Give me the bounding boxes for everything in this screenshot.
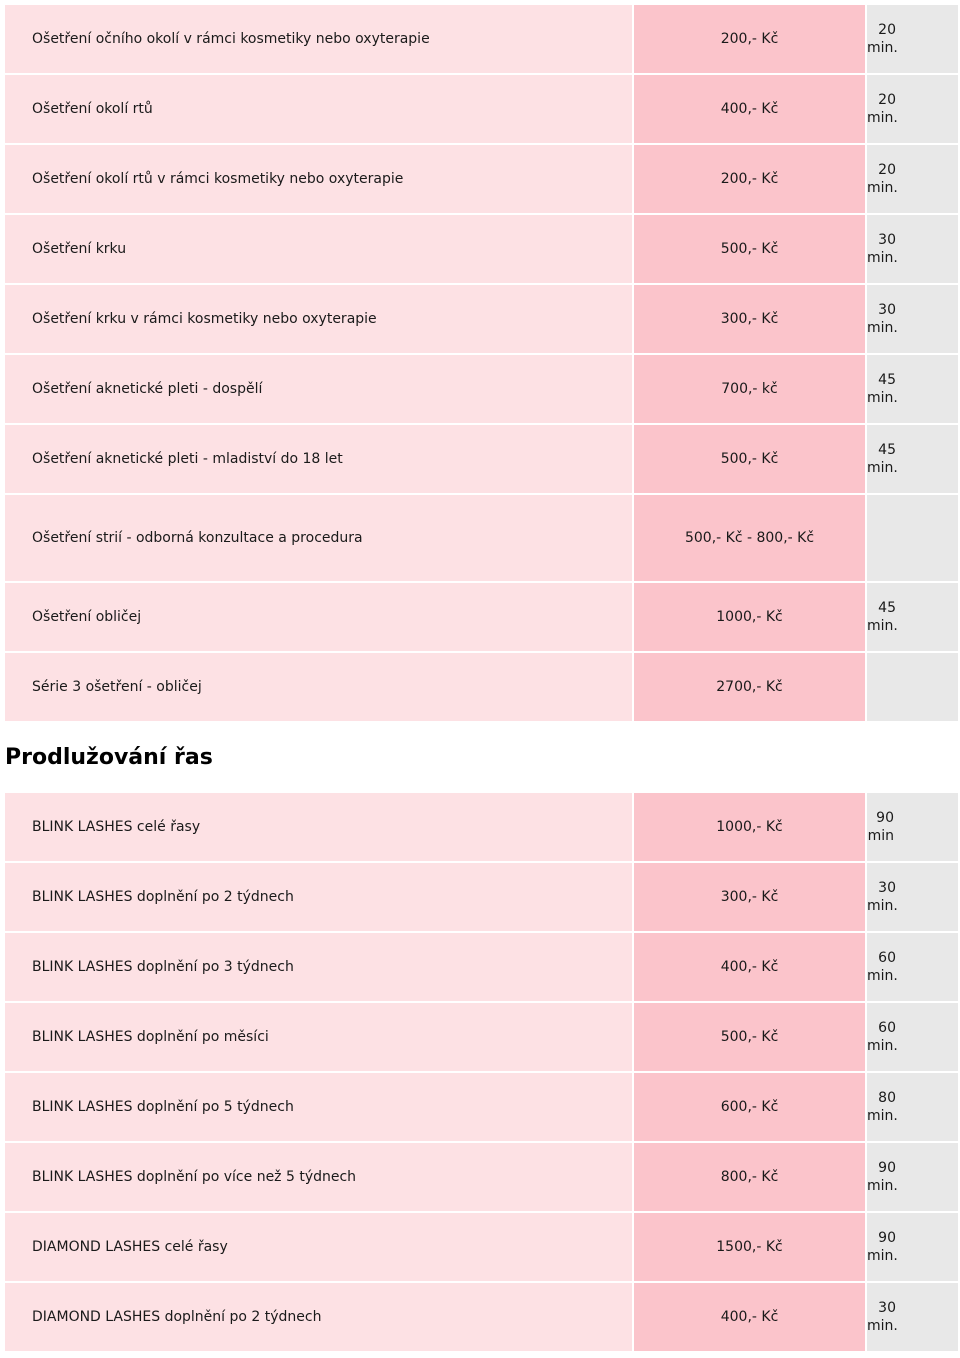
eyelash-extensions-table (5, 793, 958, 1353)
service-price: 1000,- Kč (632, 583, 865, 653)
service-duration: 30 min. (865, 215, 958, 285)
service-price: 500,- Kč (632, 425, 865, 495)
service-name: Ošetření aknetické pleti - mladiství do 18 let (5, 425, 632, 495)
table-row (5, 793, 958, 863)
service-price: 200,- Kč (632, 5, 865, 75)
service-duration (865, 495, 958, 583)
service-name: BLINK LASHES doplnění po měsíci (5, 1003, 632, 1073)
table-row (5, 1283, 958, 1353)
service-name: DIAMOND LASHES doplnění po 2 týdnech (5, 1283, 632, 1353)
service-price: 800,- Kč (632, 1143, 865, 1213)
service-name: Série 3 ošetření - obličej (5, 653, 632, 723)
table-row (5, 583, 958, 653)
service-name: BLINK LASHES doplnění po 2 týdnech (5, 863, 632, 933)
service-name: Ošetření krku (5, 215, 632, 285)
table-row (5, 145, 958, 215)
service-duration: 80 min. (865, 1073, 958, 1143)
service-price: 500,- Kč (632, 1003, 865, 1073)
service-duration: 45 min. (865, 583, 958, 653)
service-price: 700,- kč (632, 355, 865, 425)
service-duration: 30 min. (865, 1283, 958, 1353)
service-duration: 90 min. (865, 1143, 958, 1213)
service-duration: 45 min. (865, 425, 958, 495)
table-row (5, 425, 958, 495)
service-duration: 90 min (865, 793, 958, 863)
service-name: DIAMOND LASHES celé řasy (5, 1213, 632, 1283)
table-row (5, 285, 958, 355)
service-name: Ošetření krku v rámci kosmetiky nebo oxyterapie (5, 285, 632, 355)
service-name: Ošetření aknetické pleti - dospělí (5, 355, 632, 425)
service-price: 600,- Kč (632, 1073, 865, 1143)
service-duration: 20 min. (865, 145, 958, 215)
service-name: Ošetření strií - odborná konzultace a procedura (5, 495, 632, 583)
service-price: 500,- Kč - 800,- Kč (632, 495, 865, 583)
service-price: 200,- Kč (632, 145, 865, 215)
service-name: BLINK LASHES celé řasy (5, 793, 632, 863)
service-duration (865, 653, 958, 723)
table-row (5, 933, 958, 1003)
service-price: 500,- Kč (632, 215, 865, 285)
table-row (5, 1213, 958, 1283)
service-duration: 30 min. (865, 285, 958, 355)
service-price: 400,- Kč (632, 933, 865, 1003)
service-name: BLINK LASHES doplnění po 5 týdnech (5, 1073, 632, 1143)
service-name: BLINK LASHES doplnění po 3 týdnech (5, 933, 632, 1003)
service-name: BLINK LASHES doplnění po více než 5 týdnech (5, 1143, 632, 1213)
table-row (5, 75, 958, 145)
service-duration: 20 min. (865, 5, 958, 75)
table-row (5, 5, 958, 75)
cosmetic-treatments-table (5, 5, 958, 723)
table-row (5, 1003, 958, 1073)
service-duration: 60 min. (865, 1003, 958, 1073)
service-name: Ošetření obličej (5, 583, 632, 653)
section-title-eyelash-extensions: Prodlužování řas (5, 745, 213, 770)
service-price: 2700,- Kč (632, 653, 865, 723)
table-row (5, 863, 958, 933)
service-duration: 45 min. (865, 355, 958, 425)
table-row (5, 1143, 958, 1213)
service-name: Ošetření očního okolí v rámci kosmetiky nebo oxyterapie (5, 5, 632, 75)
service-price: 300,- Kč (632, 285, 865, 355)
service-name: Ošetření okolí rtů v rámci kosmetiky nebo oxyterapie (5, 145, 632, 215)
service-name: Ošetření okolí rtů (5, 75, 632, 145)
table-row (5, 355, 958, 425)
table-row (5, 1073, 958, 1143)
table-row (5, 215, 958, 285)
service-price: 400,- Kč (632, 1283, 865, 1353)
service-duration: 90 min. (865, 1213, 958, 1283)
service-duration: 20 min. (865, 75, 958, 145)
service-price: 400,- Kč (632, 75, 865, 145)
table-row (5, 653, 958, 723)
table-row (5, 495, 958, 583)
price-list-page (5, 5, 958, 1353)
service-price: 1500,- Kč (632, 1213, 865, 1283)
service-price: 300,- Kč (632, 863, 865, 933)
service-price: 1000,- Kč (632, 793, 865, 863)
service-duration: 60 min. (865, 933, 958, 1003)
service-duration: 30 min. (865, 863, 958, 933)
